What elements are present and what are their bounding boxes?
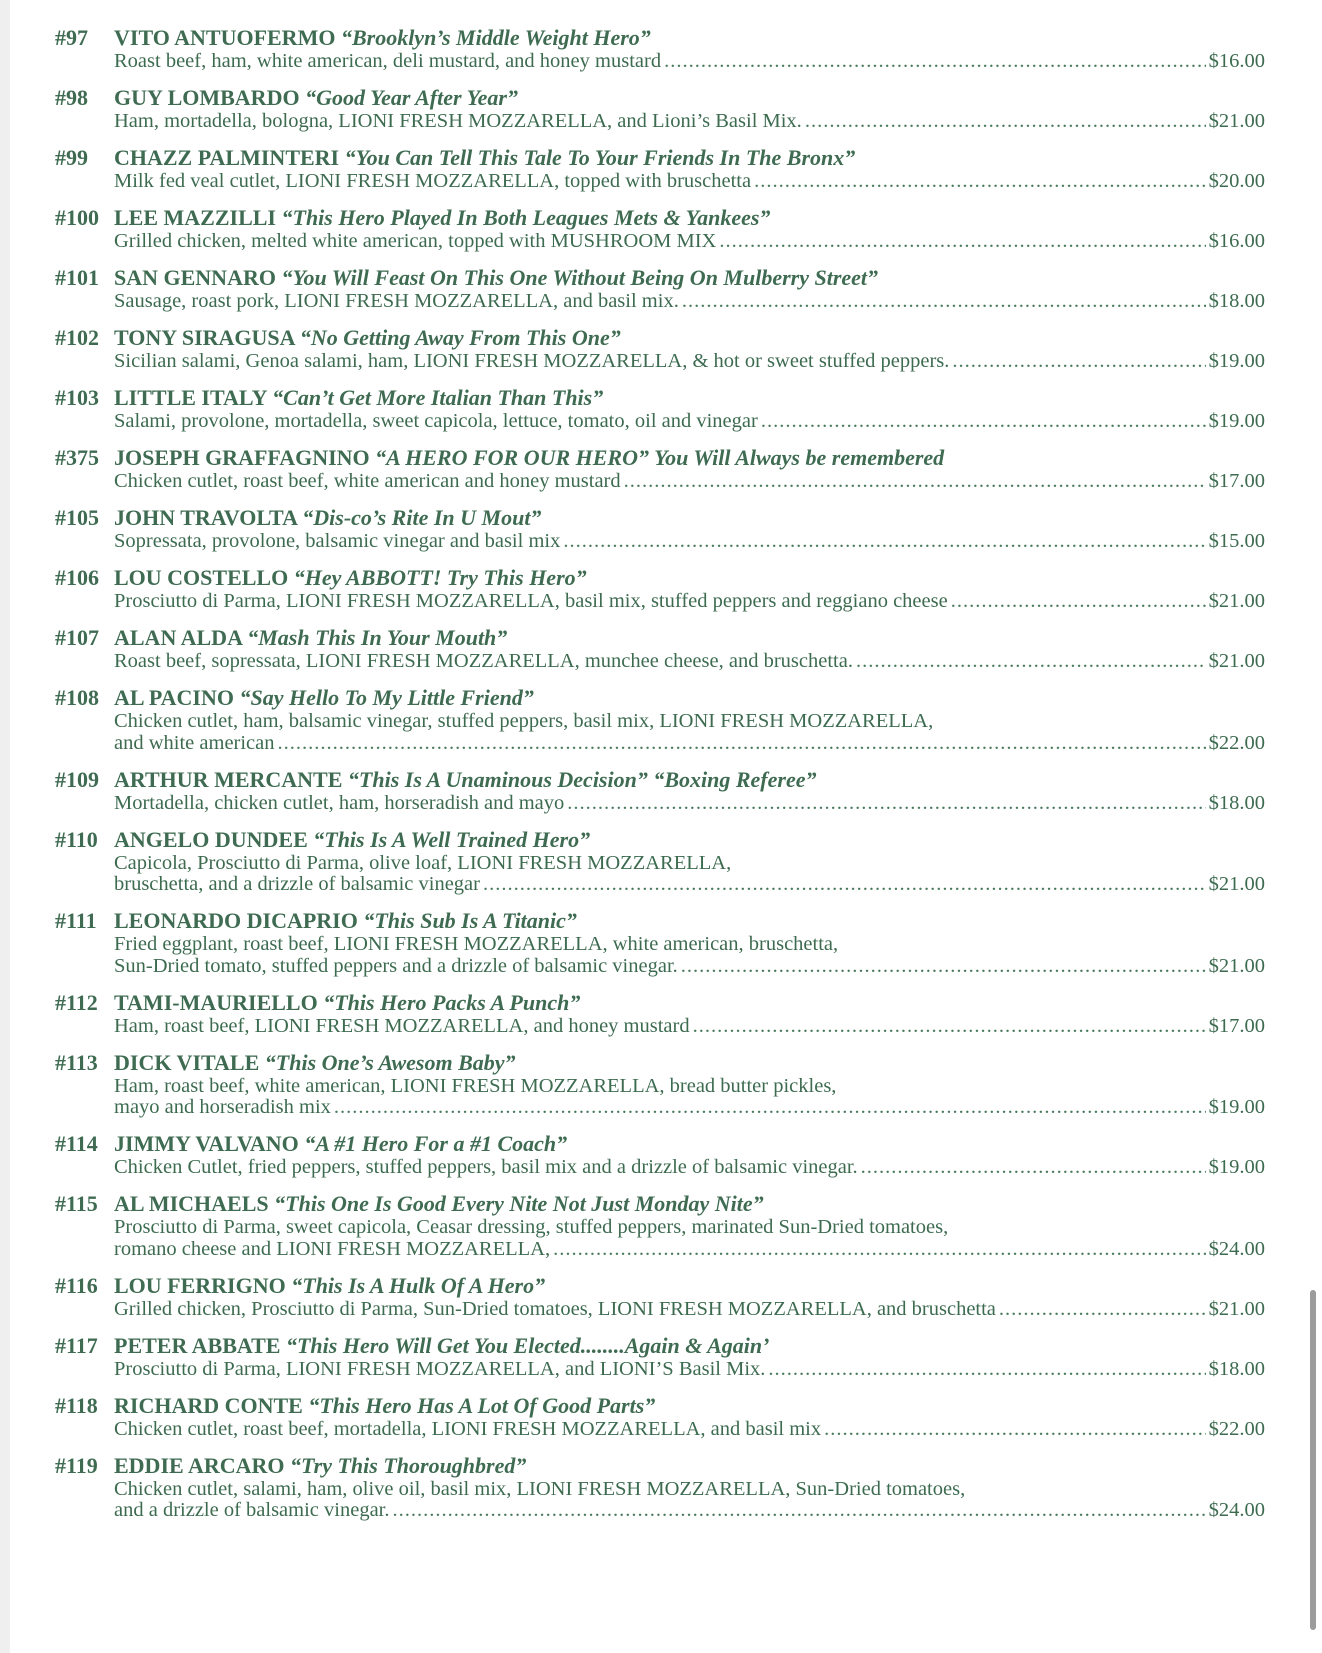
item-description-line: Sausage, roast pork, LIONI FRESH MOZZARELLA, and basil mix. [114,290,679,312]
dot-leader [682,291,1206,313]
item-title [114,445,944,471]
item-number: #114 [55,1131,98,1156]
item-description-row [114,1097,1265,1119]
item-number: #119 [55,1452,98,1478]
item-tagline: “Say Hello To My Little Friend” [239,685,534,710]
dot-leader [861,1157,1206,1179]
item-price: $21.00 [1208,110,1265,132]
item-description-line: Roast beef, ham, white american, deli mustard, and honey mustard [114,50,662,72]
item-title [114,767,816,793]
item-tagline: “No Getting Away From This One” [299,325,621,350]
item-description-line: Prosciutto di Parma, LIONI FRESH MOZZARELLA, basil mix, stuffed peppers and reggiano cheese [114,590,948,612]
item-description-line: Prosciutto di Parma, sweet capicola, Ceasar dressing, stuffed peppers, marinated Sun-Dried tomatoes, [114,1216,949,1238]
menu-item [55,1332,1265,1381]
item-tagline: “Try This Thoroughbred” [290,1452,527,1478]
dot-leader [754,171,1206,193]
item-tagline: “This One Is Good Every Nite Not Just Monday Nite” [274,1191,764,1216]
item-description-line: mayo and horseradish mix [114,1096,331,1118]
item-tagline: “Brooklyn’s Middle Weight Hero” [340,25,651,50]
item-title [114,385,603,411]
item-description-line: Ham, roast beef, LIONI FRESH MOZZARELLA, and honey mustard [114,1014,690,1037]
menu-item [55,989,1265,1038]
dot-leader [334,1097,1206,1119]
item-description-line: Prosciutto di Parma, LIONI FRESH MOZZARELLA, and LIONI’S Basil Mix. [114,1357,766,1380]
item-title [114,505,541,531]
item-number: #115 [55,1191,98,1216]
item-title [114,827,590,853]
item-name: JOSEPH GRAFFAGNINO [114,445,370,470]
item-description-line: bruschetta, and a drizzle of balsamic vinegar [114,873,480,895]
dot-leader [761,411,1206,433]
item-number: #97 [55,25,88,50]
item-title [114,205,770,231]
item-name: RICHARD CONTE [114,1392,303,1418]
item-name: TAMI-MAURIELLO [114,989,318,1015]
dot-leader [768,1359,1205,1381]
item-tagline: “Dis-co’s Rite In U Mout” [302,505,542,530]
item-tagline: “Hey ABBOTT! Try This Hero” [293,565,587,590]
item-name: LEONARDO DICAPRIO [114,908,358,933]
item-name: JOHN TRAVOLTA [114,505,297,530]
item-description-row [114,51,1265,73]
item-name: ARTHUR MERCANTE [114,766,343,792]
item-price: $21.00 [1208,590,1265,612]
item-description-line: Salami, provolone, mortadella, sweet capicola, lettuce, tomato, oil and vinegar [114,410,758,432]
item-description-row [114,1157,1265,1179]
item-description-row [114,171,1265,193]
dot-leader [278,733,1206,755]
item-title [114,265,878,291]
item-tagline: “Can’t Get More Italian Than This” [272,385,604,410]
item-name: LEE MAZZILLI [114,205,276,230]
menu-item [55,264,1265,313]
menu-item-header [55,144,1265,171]
menu-item [55,1049,1265,1119]
hero-menu-list [55,24,1265,1533]
item-description-line: Sicilian salami, Genoa salami, ham, LIONI FRESH MOZZARELLA, & hot or sweet stuffed peppers. [114,350,950,372]
item-description-row [114,231,1265,253]
item-tagline: “You Will Feast On This One Without Being On Mulberry Street” [281,265,879,290]
item-price: $17.00 [1208,470,1265,492]
item-price: $18.00 [1208,791,1265,814]
item-description-row [114,471,1265,493]
menu-item [55,766,1265,815]
menu-item [55,1190,1265,1260]
item-name: GUY LOMBARDO [114,85,300,110]
menu-item-header [55,444,1265,471]
menu-item-header [55,1049,1265,1076]
item-title [114,565,587,591]
item-number: #375 [55,445,99,470]
menu-item-header [55,684,1265,711]
item-description-line: Fried eggplant, roast beef, LIONI FRESH MOZZARELLA, white american, bruschetta, [114,933,839,955]
item-price: $19.00 [1208,1156,1265,1178]
dot-leader [624,471,1206,493]
item-price: $19.00 [1208,1096,1265,1118]
item-name: PETER ABBATE [114,1332,281,1358]
item-name: ANGELO DUNDEE [114,826,308,852]
item-tagline: “This Hero Will Get You Elected........Again & Again’ [285,1332,770,1358]
item-price: $21.00 [1208,873,1265,895]
menu-item-header [55,826,1265,853]
item-name: AL MICHAELS [114,1191,269,1216]
menu-item [55,1130,1265,1179]
dot-leader [824,1419,1206,1441]
item-number: #107 [55,625,99,650]
menu-item [55,826,1265,896]
item-name: ALAN ALDA [114,625,242,650]
menu-item-header [55,1190,1265,1217]
item-description-row [114,351,1265,373]
item-description-line: Sun-Dried tomato, stuffed peppers and a drizzle of balsamic vinegar. [114,954,678,977]
item-description-line: and white american [114,731,275,754]
item-number: #103 [55,385,99,410]
item-description-line: Capicola, Prosciutto di Parma, olive loaf, LIONI FRESH MOZZARELLA, [114,851,732,874]
item-number: #101 [55,265,99,290]
item-title [114,25,651,51]
item-tagline: “This Hero Packs A Punch” [323,989,581,1015]
menu-item-header [55,1332,1265,1359]
scrollbar-thumb[interactable] [1310,1290,1316,1630]
item-number: #110 [55,826,98,852]
item-title [114,1453,526,1479]
dot-leader [693,1016,1206,1038]
menu-item [55,907,1265,977]
item-description-row [114,874,1265,896]
item-title [114,1273,545,1299]
dot-leader [856,651,1206,673]
item-description-line: Grilled chicken, Prosciutto di Parma, Sun-Dried tomatoes, LIONI FRESH MOZZARELLA, and bruschetta [114,1297,996,1320]
item-price: $18.00 [1208,290,1265,312]
item-description-line: Chicken cutlet, roast beef, white american and honey mustard [114,470,621,492]
item-description-line: Milk fed veal cutlet, LIONI FRESH MOZZARELLA, topped with bruschetta [114,170,752,192]
item-number: #105 [55,505,99,530]
item-tagline: “Mash This In Your Mouth” [247,625,508,650]
item-description-line: Mortadella, chicken cutlet, ham, horseradish and mayo [114,791,565,814]
item-tagline: “This Hero Has A Lot Of Good Parts” [308,1392,656,1418]
menu-item [55,564,1265,613]
item-name: VITO ANTUOFERMO [114,25,336,50]
item-description-line: Chicken cutlet, ham, balsamic vinegar, stuffed peppers, basil mix, LIONI FRESH MOZZARELLA, [114,710,934,732]
item-number: #99 [55,145,88,170]
item-title [114,1393,655,1419]
item-title [114,685,534,711]
item-name: CHAZZ PALMINTERI [114,145,340,170]
dot-leader [952,351,1205,373]
item-title [114,990,580,1016]
item-tagline: “This Hero Played In Both Leagues Mets & Yankees” [281,205,771,230]
item-description-row [114,1299,1265,1321]
item-description-row [114,1500,1265,1522]
item-price: $21.00 [1208,954,1265,977]
menu-item-header [55,989,1265,1016]
item-price: $24.00 [1208,1499,1265,1521]
item-description-line: Sopressata, provolone, balsamic vinegar and basil mix [114,530,561,552]
item-tagline: “This One’s Awesom Baby” [264,1049,516,1075]
item-description-row [114,793,1265,815]
item-tagline: “This Is A Well Trained Hero” [313,826,591,852]
item-description-row [114,651,1265,673]
menu-item-header [55,384,1265,411]
menu-item [55,684,1265,754]
item-description-line: Chicken Cutlet, fried peppers, stuffed peppers, basil mix and a drizzle of balsamic vinegar. [114,1156,858,1178]
item-title [114,625,507,651]
menu-item-header [55,204,1265,231]
item-name: EDDIE ARCARO [114,1452,285,1478]
item-title [114,1050,516,1076]
item-description-row [114,291,1265,313]
item-price: $22.00 [1208,1417,1265,1440]
menu-item [55,1452,1265,1522]
menu-item [55,24,1265,73]
dot-leader [951,591,1206,613]
item-number: #112 [55,989,98,1015]
left-edge-bar [0,0,10,1653]
item-description-row [114,1016,1265,1038]
item-price: $19.00 [1208,350,1265,372]
menu-item-header [55,907,1265,934]
item-price: $24.00 [1208,1237,1265,1260]
menu-item-header [55,24,1265,51]
item-description-line: and a drizzle of balsamic vinegar. [114,1499,390,1521]
menu-item [55,1392,1265,1441]
item-description-line: Ham, mortadella, bologna, LIONI FRESH MOZZARELLA, and Lioni’s Basil Mix. [114,110,802,132]
menu-item-header [55,564,1265,591]
menu-item [55,84,1265,133]
item-name: DICK VITALE [114,1049,260,1075]
item-number: #111 [55,908,97,933]
item-name: LOU COSTELLO [114,565,289,590]
item-title [114,1333,769,1359]
item-title [114,85,518,111]
item-price: $18.00 [1208,1357,1265,1380]
dot-leader [681,956,1206,978]
item-description-line: Grilled chicken, melted white american, topped with MUSHROOM MIX [114,230,717,252]
menu-item-header [55,84,1265,111]
dot-leader [805,111,1206,133]
item-number: #113 [55,1049,98,1075]
dot-leader [567,793,1205,815]
menu-item [55,144,1265,193]
item-name: TONY SIRAGUSA [114,325,295,350]
item-description-line: romano cheese and LIONI FRESH MOZZARELLA, [114,1237,551,1260]
menu-item [55,624,1265,673]
dot-leader [719,231,1205,253]
item-number: #118 [55,1392,98,1418]
menu-item [55,1272,1265,1321]
item-tagline: “A HERO FOR OUR HERO” You Will Always be remembered [375,445,945,470]
item-number: #116 [55,1272,98,1298]
item-description-line: Chicken cutlet, roast beef, mortadella, LIONI FRESH MOZZARELLA, and basil mix [114,1417,822,1440]
menu-item [55,324,1265,373]
item-price: $21.00 [1208,650,1265,672]
item-price: $19.00 [1208,410,1265,432]
item-tagline: “A #1 Hero For a #1 Coach” [304,1131,568,1156]
item-description-row [114,1359,1265,1381]
menu-item-header [55,504,1265,531]
item-description-line: Chicken cutlet, salami, ham, olive oil, basil mix, LIONI FRESH MOZZARELLA, Sun-Dried tomatoes, [114,1477,966,1500]
item-price: $16.00 [1208,230,1265,252]
item-title [114,325,621,351]
item-description-row [114,531,1265,553]
menu-item [55,204,1265,253]
item-description-row [114,411,1265,433]
item-description-row [114,111,1265,133]
item-description-line: Ham, roast beef, white american, LIONI FRESH MOZZARELLA, bread butter pickles, [114,1074,837,1097]
menu-item-header [55,264,1265,291]
item-tagline: “You Can Tell This Tale To Your Friends In The Bronx” [344,145,856,170]
item-tagline: “This Is A Hulk Of A Hero” [291,1272,546,1298]
item-number: #108 [55,685,99,710]
item-title [114,1131,567,1157]
menu-item-header [55,1272,1265,1299]
item-tagline: “Good Year After Year” [305,85,518,110]
item-price: $20.00 [1208,170,1265,192]
item-description-line: Roast beef, sopressata, LIONI FRESH MOZZARELLA, munchee cheese, and bruschetta. [114,650,853,672]
menu-item-header [55,324,1265,351]
item-number: #109 [55,766,99,792]
item-price: $21.00 [1208,1297,1265,1320]
item-name: JIMMY VALVANO [114,1131,299,1156]
menu-item-header [55,1452,1265,1479]
menu-item-header [55,1392,1265,1419]
item-price: $17.00 [1208,1014,1265,1037]
dot-leader [563,531,1205,553]
menu-item-header [55,766,1265,793]
item-price: $15.00 [1208,530,1265,552]
item-description-row [114,1419,1265,1441]
item-name: AL PACINO [114,685,234,710]
item-description-row [114,1239,1265,1261]
item-description-row [114,733,1265,755]
menu-item-header [55,1130,1265,1157]
dot-leader [553,1239,1206,1261]
item-title [114,1191,764,1217]
menu-item-header [55,624,1265,651]
menu-item [55,444,1265,493]
item-tagline: “This Sub Is A Titanic” [363,908,577,933]
dot-leader [664,51,1206,73]
item-number: #106 [55,565,99,590]
menu-item [55,384,1265,433]
item-number: #100 [55,205,99,230]
item-title [114,145,855,171]
item-number: #102 [55,325,99,350]
dot-leader [483,874,1206,896]
item-price: $16.00 [1208,50,1265,72]
item-price: $22.00 [1208,731,1265,754]
item-description-row [114,591,1265,613]
item-tagline: “This Is A Unaminous Decision” “Boxing Referee” [347,766,817,792]
item-number: #98 [55,85,88,110]
menu-item [55,504,1265,553]
dot-leader [393,1500,1206,1522]
item-name: SAN GENNARO [114,265,276,290]
dot-leader [999,1299,1206,1321]
item-name: LOU FERRIGNO [114,1272,286,1298]
item-title [114,908,577,934]
item-number: #117 [55,1332,98,1358]
item-name: LITTLE ITALY [114,385,267,410]
item-description-row [114,956,1265,978]
